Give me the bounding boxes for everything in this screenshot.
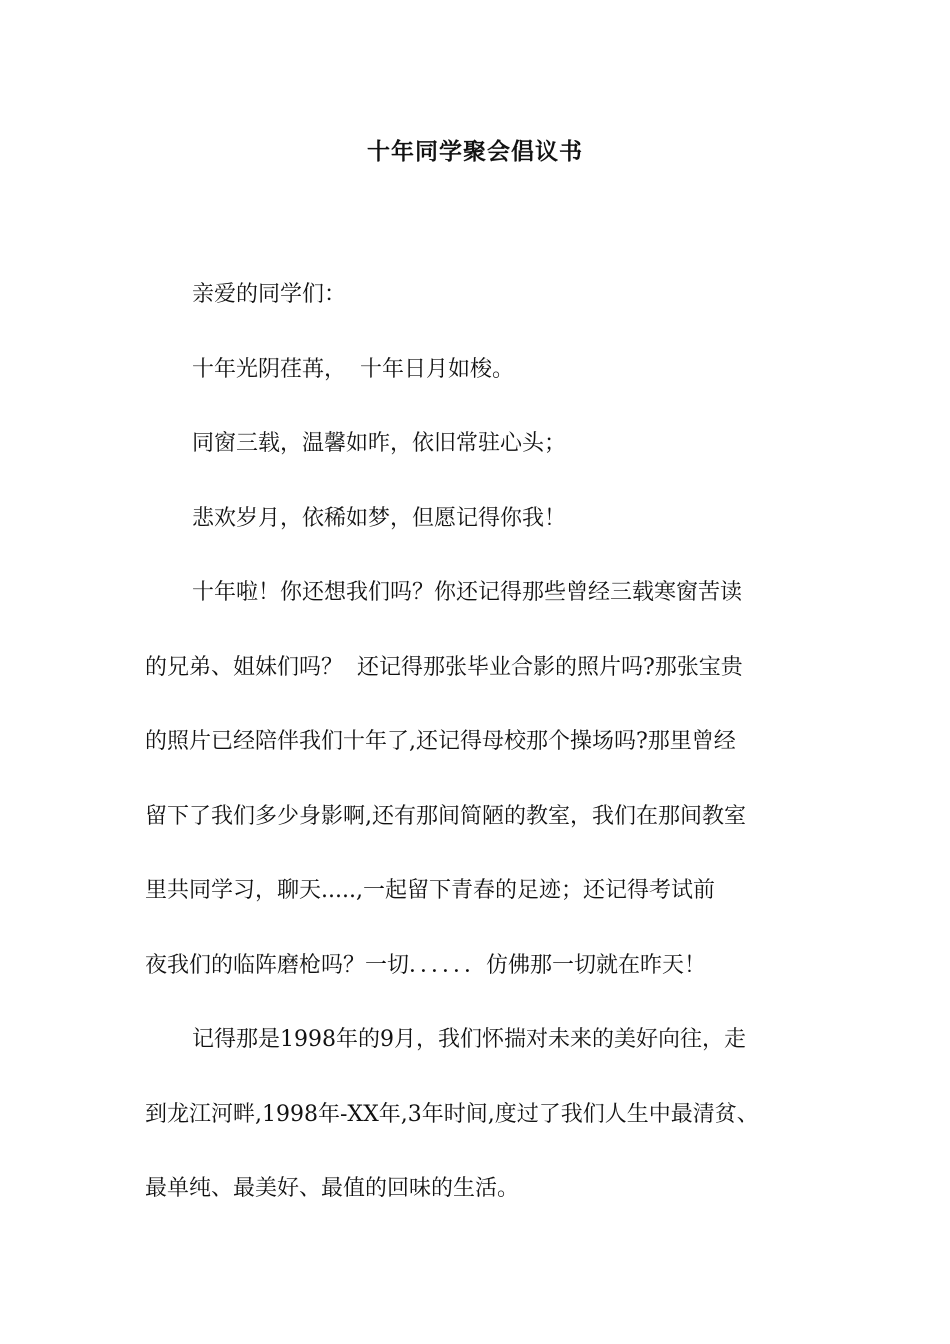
- paragraph-line: 夜我们的临阵磨枪吗？一切．．．．．．仿佛那一切就在昨天！: [145, 952, 707, 978]
- document-title: 十年同学聚会倡议书: [367, 138, 583, 165]
- salutation-line: 亲爱的同学们：: [192, 282, 347, 307]
- paragraph-line: 最单纯、最美好、最值的回味的生活。: [145, 1176, 520, 1201]
- paragraph-line: 到龙江河畔,1998年-XX年,3年时间,度过了我们人生中最清贫、: [145, 1101, 759, 1127]
- paragraph-line: 十年啦！你还想我们吗？你还记得那些曾经三载寒窗苦读: [192, 580, 743, 605]
- paragraph-line: 留下了我们多少身影啊,还有那间简陋的教室，我们在那间教室: [145, 803, 746, 829]
- paragraph-line: 同窗三载，温馨如昨，依旧常驻心头；: [192, 431, 567, 456]
- paragraph-line: 记得那是1998年的9月，我们怀揣对未来的美好向往，走: [192, 1027, 746, 1052]
- paragraph-line: 里共同学习，聊天.....,一起留下青春的足迹；还记得考试前: [145, 878, 715, 903]
- document-body: [145, 258, 835, 1227]
- paragraph-line: 的兄弟、姐妹们吗？ 还记得那张毕业合影的照片吗?那张宝贵: [145, 654, 743, 680]
- paragraph-line: 悲欢岁月，依稀如梦，但愿记得你我！: [192, 505, 567, 531]
- paragraph-line: 十年光阴荏苒， 十年日月如梭。: [192, 356, 514, 382]
- paragraph-line: 的照片已经陪伴我们十年了,还记得母校那个操场吗?那里曾经: [145, 729, 736, 754]
